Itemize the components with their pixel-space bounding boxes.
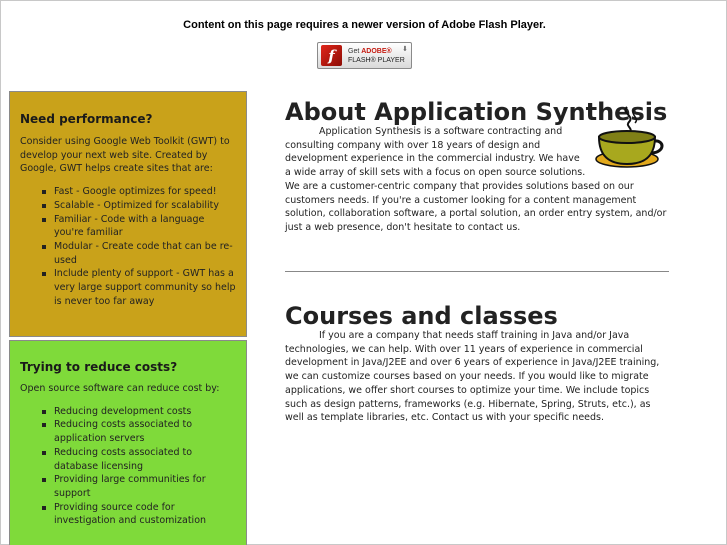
flash-button-get: Get — [348, 47, 360, 55]
list-item: Providing source code for investigation and customization — [20, 501, 236, 528]
list-item: Fast - Google optimizes for speed! — [20, 185, 236, 199]
performance-box — [9, 91, 247, 337]
coffee-cup-icon — [593, 104, 667, 176]
flash-button-product: FLASH® PLAYER — [348, 56, 405, 64]
section-divider — [285, 271, 669, 272]
list-item: Modular - Create code that can be re-used — [20, 240, 236, 267]
about-text: Application Synthesis is a software contracting and consulting company with over 18 years of design and development experience in the commercial industry. We have a wide array of skill sets with a focus on open source solutions. We are a customer-centric company that provides solutions based on our customers needs. If you're a customer looking for a content management solution, collaboration software, a portal solution, an order entry system, and/or just a web presence, don't hesitate to contact us. — [285, 126, 667, 233]
list-item: Providing large communities for support — [20, 473, 236, 500]
flash-player-icon: f — [321, 45, 342, 66]
about-title: About Application Synthesis — [285, 98, 668, 126]
courses-body — [285, 329, 670, 425]
list-item: Include plenty of support - GWT has a very large support community so help is never too far away — [20, 267, 236, 308]
performance-title: Need performance? — [20, 112, 153, 126]
cost-box — [9, 340, 247, 545]
get-flash-player-button[interactable] — [317, 42, 412, 69]
list-item: Reducing costs associated to database licensing — [20, 446, 236, 473]
performance-intro: Consider using Google Web Toolkit (GWT) to develop your next web site. Created by Google, GWT helps create sites that are: — [20, 136, 230, 175]
flash-button-brand: ADOBE® — [361, 47, 392, 55]
flash-notice — [1, 13, 727, 32]
courses-title: Courses and classes — [285, 302, 558, 330]
cost-list — [20, 405, 236, 528]
list-item: Familiar - Code with a language you're familiar — [20, 213, 236, 240]
courses-text: If you are a company that needs staff training in Java and/or Java technologies, we can help. With over 11 years of experience in commercial development in Java/J2EE and over 6 years of experience in Java/J2EE training, we can customize courses based on your needs. If you would like to migrate applications, we offer short courses to optimize your time. We include topics such as design patterns, frameworks (e.g. Hibernate, Spring, Struts, etc.), as well as template libraries, etc. Contact us with your specific needs. — [285, 330, 660, 424]
cost-title: Trying to reduce costs? — [20, 360, 178, 374]
download-arrow-icon: ⬇ — [402, 45, 408, 53]
flash-message: Content on this page requires a newer version of Adobe Flash Player. — [183, 19, 546, 31]
cost-intro: Open source software can reduce cost by: — [20, 383, 220, 394]
performance-list — [20, 185, 236, 308]
list-item: Reducing development costs — [20, 405, 236, 419]
list-item: Reducing costs associated to application servers — [20, 418, 236, 445]
flash-button-text — [348, 47, 405, 65]
list-item: Scalable - Optimized for scalability — [20, 199, 236, 213]
